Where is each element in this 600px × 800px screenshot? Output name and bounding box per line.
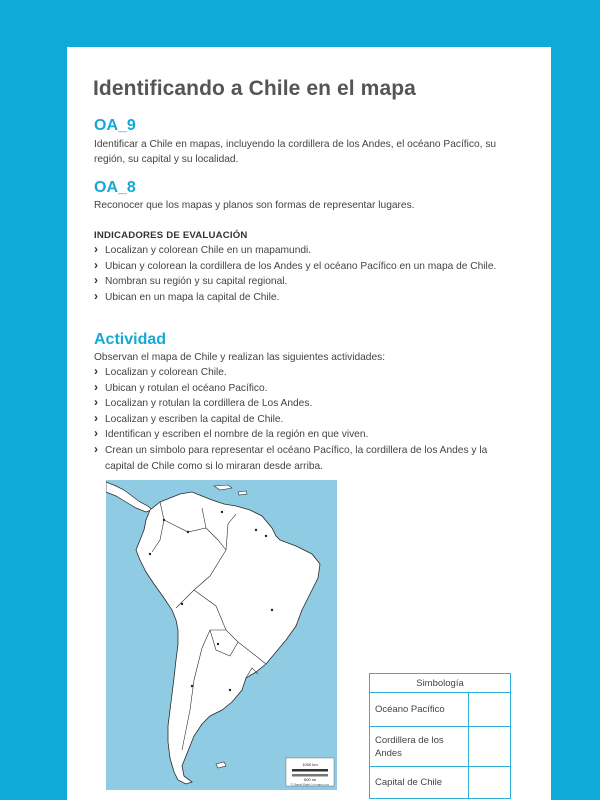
- simbologia-table: [369, 673, 511, 799]
- actividad-list: [94, 365, 519, 474]
- list-item: › Localizan y escriben la capital de Chile.: [94, 412, 519, 428]
- oa9-text: Identificar a Chile en mapas, incluyendo la cordillera de los Andes, el océano Pacífico, su región, su capital y su localidad.: [94, 139, 497, 165]
- scale-mi-label: 600 mi: [303, 777, 317, 782]
- scale-km-label: 1000 km: [302, 762, 318, 767]
- map-credit: © Daniel Dalet / d-maps.com: [290, 782, 330, 787]
- symbol-box[interactable]: [469, 767, 511, 799]
- list-item: › Ubican y rotulan el océano Pacífico.: [94, 381, 519, 397]
- list-item: › Ubican en un mapa la capital de Chile.: [94, 290, 519, 306]
- list-item: › Identifican y escriben el nombre de la región en que viven.: [94, 427, 519, 443]
- map-scale: [286, 758, 334, 787]
- list-item: › Crean un símbolo para representar el océano Pacífico, la cordillera de los Andes y la capital de Chile como si lo miraran desde arriba.: [94, 443, 519, 474]
- simbologia-heading: Simbología: [370, 674, 511, 693]
- oa8-text: Reconocer que los mapas y planos son formas de representar lugares.: [94, 200, 415, 211]
- simbologia-row-label: Capital de Chile: [370, 767, 469, 799]
- indicadores-list: [94, 243, 519, 305]
- list-item: › Localizan y rotulan la cordillera de Los Andes.: [94, 396, 519, 412]
- actividad-heading: Actividad: [94, 331, 167, 348]
- south-america-map: [106, 480, 337, 790]
- list-item: › Ubican y colorean la cordillera de los Andes y el océano Pacífico en un mapa de Chile.: [94, 259, 519, 275]
- symbol-box[interactable]: [469, 693, 511, 727]
- simbologia-row-label: Océano Pacífico: [370, 693, 469, 727]
- list-item: › Localizan y colorean Chile en un mapamundi.: [94, 243, 519, 259]
- symbol-box[interactable]: [469, 727, 511, 767]
- oa9-code: OA_9: [94, 117, 136, 134]
- oa8-code: OA_8: [94, 179, 136, 196]
- simbologia-row-label: Cordillera de los Andes: [370, 727, 469, 767]
- list-item: › Nombran su región y su capital regional.: [94, 274, 519, 290]
- list-item: › Localizan y colorean Chile.: [94, 365, 519, 381]
- actividad-intro: Observan el mapa de Chile y realizan las siguientes actividades:: [94, 352, 386, 363]
- indicadores-heading: INDICADORES DE EVALUACIÓN: [94, 230, 248, 241]
- page-title: Identificando a Chile en el mapa: [93, 77, 416, 100]
